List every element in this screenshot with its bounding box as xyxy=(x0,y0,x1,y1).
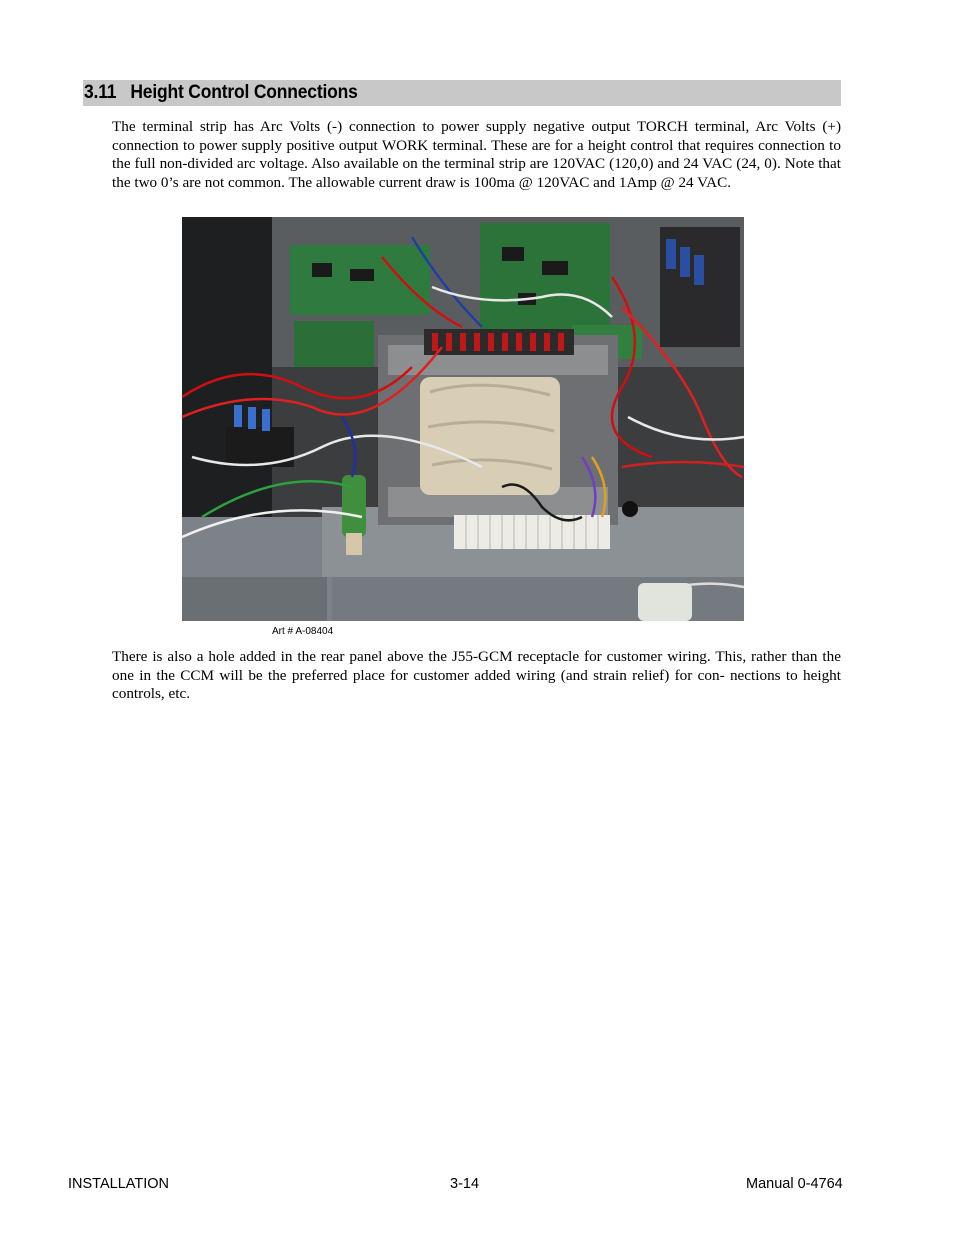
footer-manual-number: Manual 0-4764 xyxy=(746,1176,843,1192)
section-number: 3.11 xyxy=(84,82,117,103)
figure-art-number: Art # A-08404 xyxy=(272,626,334,637)
section-title: Height Control Connections xyxy=(130,82,358,103)
footer-page-number: 3-14 xyxy=(450,1176,480,1192)
body-paragraph-rear-panel-hole: There is also a hole added in the rear panel above the J55-GCM receptacle for customer wiring. This, rather than the one in the CCM will be the preferred place for customer added wiring (and strain relief) for con- nections to height controls, etc. xyxy=(112,648,841,703)
footer-section-name: INSTALLATION xyxy=(68,1176,169,1192)
terminal-strip-photo xyxy=(182,217,744,621)
body-paragraph-terminal-strip: The terminal strip has Arc Volts (-) connection to power supply negative output TORCH terminal, Arc Volts (+) connection to power supply positive output WORK terminal. These are for a height control that requires connection to the full non-divided arc voltage. Also available on the terminal strip are 120VAC (120,0) and 24 VAC (24, 0). Note that the two 0’s are not common. The allowable current draw is 100ma @ 120VAC and 1Amp @ 24 VAC. xyxy=(112,118,841,191)
section-heading xyxy=(84,80,358,106)
